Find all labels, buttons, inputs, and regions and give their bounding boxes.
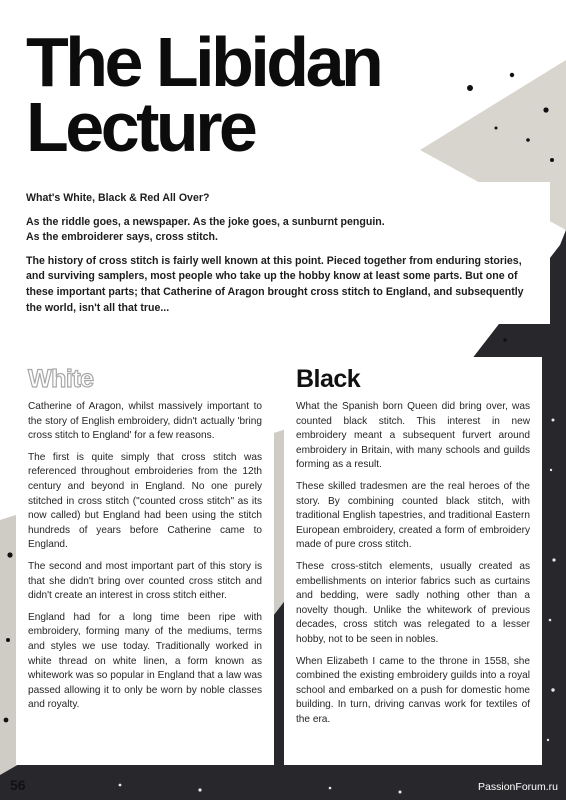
title-line-1: The Libidan: [26, 23, 381, 101]
intro-answer-line-2: As the embroiderer says, cross stitch.: [26, 231, 218, 244]
page-number: 56: [10, 777, 26, 793]
intro-answer-line-1: As the riddle goes, a newspaper. As the joke goes, a sunburnt penguin.: [26, 215, 385, 228]
intro-answers: [26, 215, 540, 246]
intro-riddle: What's White, Black & Red All Over?: [26, 192, 210, 204]
title-line-2: Lecture: [26, 88, 255, 167]
black-paragraph-3: These cross-stitch elements, usually created as embellishments on interior fabrics such as curtains and bedding, were sadly nothing other than a novelty though. Unlike the whitework of previous decades, cross stitch was relegated to a lesser hobby, not to be seen in nobles.: [296, 560, 530, 645]
black-paragraph-1: What the Spanish born Queen did bring over, was counted black stitch. This interest in new embroidery meant a subsequent furvert around embroidery in Britain, with many schools and guilds forming as a result.: [296, 401, 530, 471]
white-column: [16, 357, 274, 765]
white-heading: White: [28, 365, 94, 393]
black-column: [284, 357, 542, 765]
white-paragraph-4: England had for a long time been ripe with embroidery, forming many of the mediums, terms and styles we use today. Traditionally worked in white thread on white linen, a form known as whitework was so popular in England that a law was passed allowing it to only be worn by noble classes and royalty.: [28, 611, 262, 711]
white-paragraph-3: The second and most important part of this story is that she didn't bring over counted cross stitch and didn't create an interest in cross stitch either.: [28, 560, 262, 602]
black-paragraph-2: These skilled tradesmen are the real heroes of the story. By combining counted black stitch, with traditional English tapestries, and traditional Eastern European embroidery, created a form of embroidery made of pure cross stitch.: [296, 480, 530, 551]
white-paragraph-1: Catherine of Aragon, whilst massively important to the story of English embroidery, didn't actually 'bring cross stitch to England' for a few reasons.: [28, 401, 262, 442]
black-paragraph-4: When Elizabeth I came to the throne in 1558, she combined the existing embroidery guilds into a royal school and embarked on a push for domestic home building. In turn, driving canvas work for textiles of the era.: [296, 655, 530, 725]
white-paragraph-2: The first is quite simply that cross stitch was referenced throughout embroideries from the 12th century and beyond in England. No one purely stitched in cross stitch ("counted cross stitch" as its now called) but England had been using the stitch hundreds of years before Catherine came to England.: [28, 451, 262, 551]
page-title: [26, 23, 381, 167]
intro-box: [16, 182, 550, 324]
intro-paragraph: The history of cross stitch is fairly well known at this point. Pieced together from enduring stories, and surviving samplers, most people who take up the hobby know at least some parts. But one of these important parts; that Catherine of Aragon brought cross stitch to England, and subsequently the world, isn't all that true...: [26, 254, 524, 314]
watermark: PassionForum.ru: [478, 781, 558, 793]
black-heading: Black: [296, 365, 361, 393]
